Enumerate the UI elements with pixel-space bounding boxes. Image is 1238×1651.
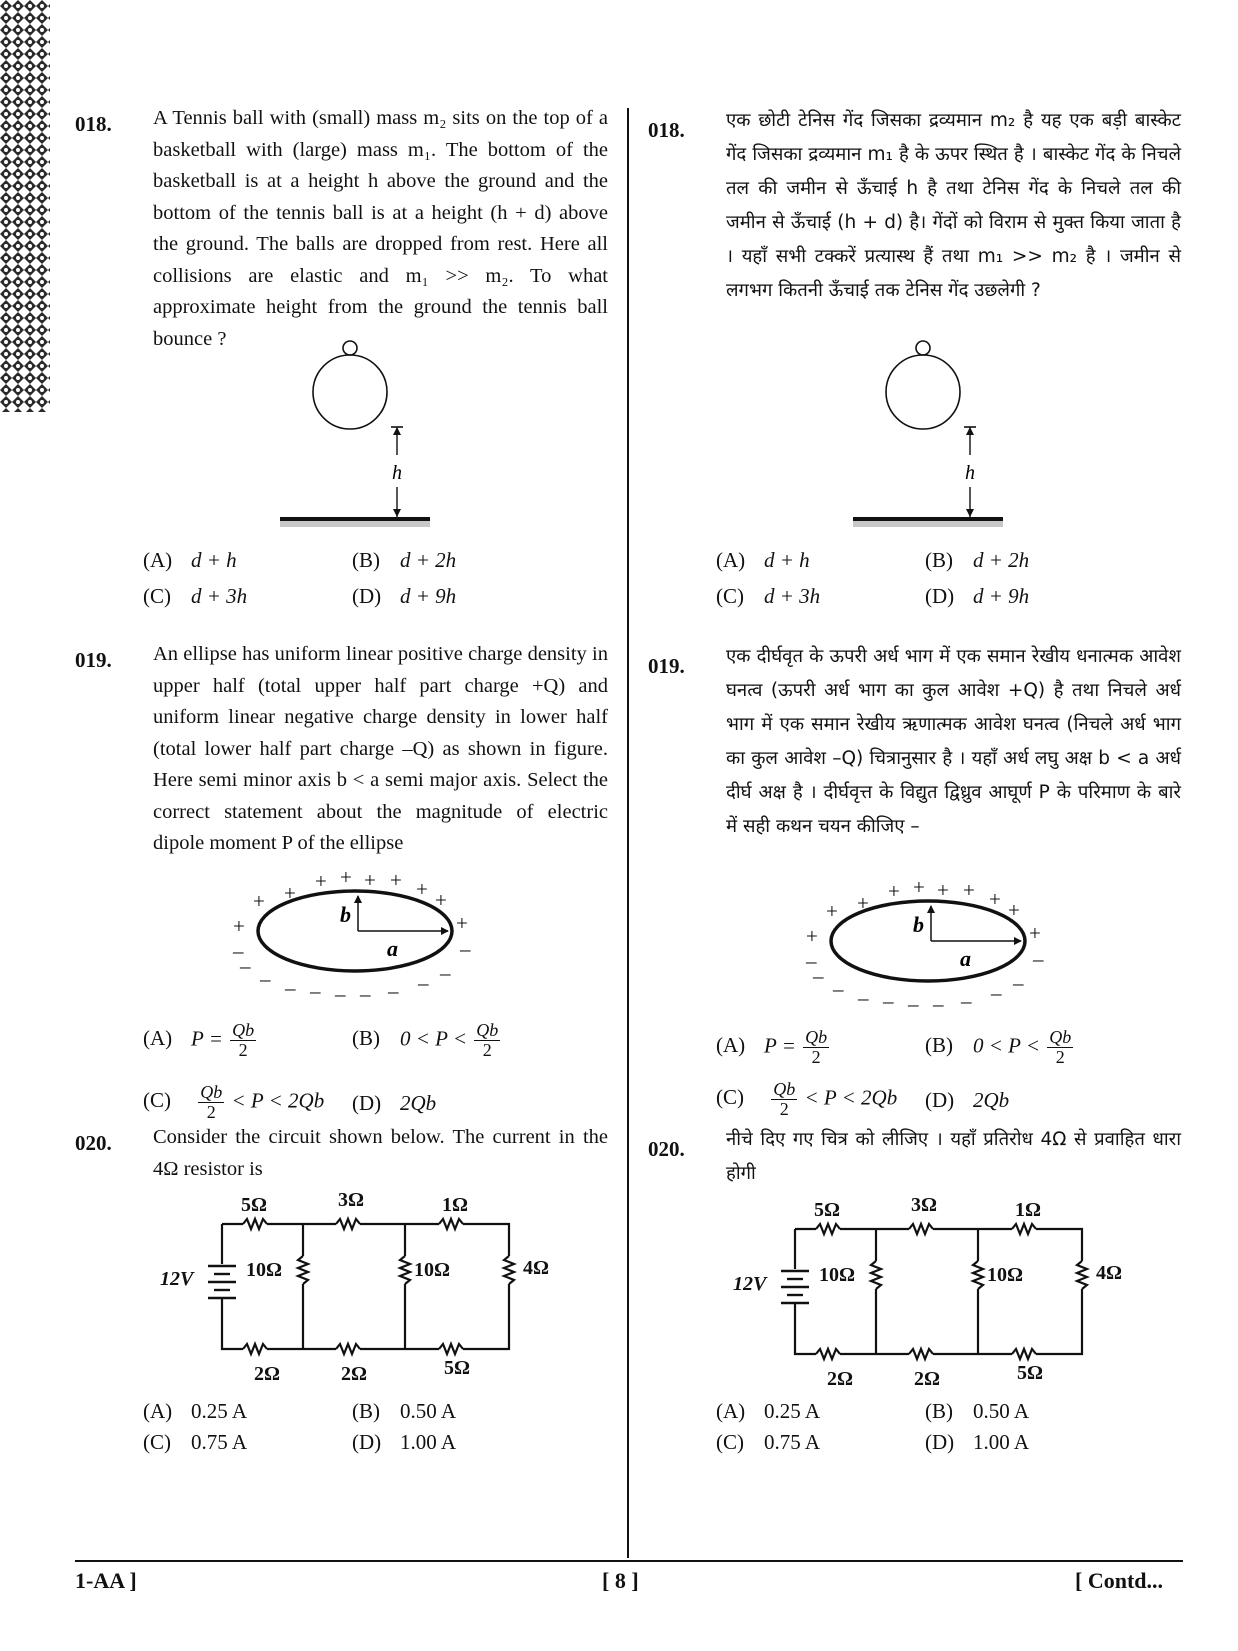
svg-text:+: + <box>806 924 818 948</box>
svg-text:–: – <box>933 992 944 1008</box>
svg-text:+: + <box>826 899 838 923</box>
svg-text:+: + <box>284 881 296 905</box>
question-number: 020. <box>648 1137 685 1161</box>
balls-drop-figure <box>848 337 1018 527</box>
question-text: नीचे दिए गए चित्र को लीजिए । यहाँ प्रतिरोध 4Ω से प्रवाहित धारा होगी <box>726 1129 1181 1184</box>
svg-text:+: + <box>315 869 327 893</box>
svg-text:3Ω: 3Ω <box>338 1189 365 1211</box>
option-a[interactable]: (A) P = $\frac{Qb}{2}$ <box>143 1020 255 1060</box>
svg-text:–: – <box>285 976 296 998</box>
svg-text:10Ω: 10Ω <box>246 1259 283 1281</box>
page-number: [ 8 ] <box>602 1568 639 1593</box>
svg-text:+: + <box>937 878 949 902</box>
option-c[interactable]: (C) d + 3h <box>143 584 248 608</box>
svg-text:–: – <box>335 982 346 998</box>
svg-text:–: – <box>460 937 471 961</box>
option-c[interactable]: (C) d + 3h <box>716 584 821 608</box>
svg-text:+: + <box>390 868 402 892</box>
svg-text:2Ω: 2Ω <box>914 1368 941 1390</box>
question-text: एक छोटी टेनिस गेंद जिसका द्रव्यमान m₂ है यह एक बड़ी बास्केट गेंद जिसका द्रव्यमान m₁ है के ऊपर स्थित है । बास्केट गेंद के निचले तल की जमीन से ऊँचाई h है तथा टेनिस गेंद के निचले तल की जमीन से ऊँचाई (h + d) है। गेंदों को विराम से मुक्त किया जाता है । यहाँ सभी टक्करें प्रत्यास्थ हैं तथा m₁ >> m₂ है । जमीन से लगभग कितनी ऊँचाई तक टेनिस गेंद उछलेगी ? <box>726 110 1181 301</box>
svg-text:–: – <box>260 967 271 991</box>
svg-text:+: + <box>233 914 245 938</box>
svg-text:2Ω: 2Ω <box>827 1368 854 1390</box>
svg-text:2Ω: 2Ω <box>341 1363 368 1385</box>
svg-text:–: – <box>813 964 824 988</box>
balls-drop-figure <box>275 337 445 527</box>
svg-text:–: – <box>1013 971 1024 995</box>
svg-text:–: – <box>858 986 869 1008</box>
footer-rule <box>75 1560 1183 1562</box>
svg-text:+: + <box>857 891 869 915</box>
question-number: 018. <box>75 112 112 136</box>
svg-text:–: – <box>418 971 429 995</box>
charged-ellipse-figure <box>230 858 490 998</box>
svg-text:+: + <box>913 875 925 899</box>
svg-text:–: – <box>310 979 321 998</box>
question-number: 018. <box>648 118 685 142</box>
svg-text:1Ω: 1Ω <box>1015 1199 1042 1221</box>
svg-text:+: + <box>340 865 352 889</box>
svg-text:–: – <box>908 992 919 1008</box>
svg-text:–: – <box>233 939 244 963</box>
svg-text:2Ω: 2Ω <box>254 1363 281 1385</box>
option-c[interactable]: (C) 0.75 A <box>143 1430 248 1454</box>
svg-text:5Ω: 5Ω <box>241 1194 268 1216</box>
svg-text:–: – <box>883 989 894 1008</box>
svg-text:a: a <box>960 946 971 971</box>
option-a[interactable]: (A) d + h <box>143 548 237 572</box>
question-text: An ellipse has uniform linear positive charge density in upper half (total upper half part charge +Q) and uniform linear negative charge density in lower half (total lower half part charge –Q) as shown in figure. Here semi minor axis b < a semi major axis. Select the correct statement about the magnitude of electric dipole moment P of the ellipse <box>153 643 608 854</box>
svg-text:–: – <box>1033 947 1044 971</box>
option-a[interactable]: (A) d + h <box>716 548 810 572</box>
svg-text:+: + <box>364 868 376 892</box>
option-c[interactable]: (C) 0.75 A <box>716 1430 821 1454</box>
svg-text:–: – <box>388 979 399 998</box>
svg-text:+: + <box>456 911 468 935</box>
svg-text:10Ω: 10Ω <box>819 1264 856 1286</box>
question-number: 019. <box>648 654 685 678</box>
svg-text:+: + <box>435 888 447 912</box>
svg-text:+: + <box>416 877 428 901</box>
decorative-pattern-strip <box>0 0 50 412</box>
svg-text:10Ω: 10Ω <box>414 1259 451 1281</box>
svg-text:12V: 12V <box>160 1268 194 1290</box>
question-number: 019. <box>75 648 112 672</box>
charged-ellipse-figure <box>803 868 1063 1008</box>
svg-text:–: – <box>806 949 817 973</box>
svg-text:–: – <box>240 954 251 978</box>
svg-text:a: a <box>387 936 398 961</box>
svg-text:5Ω: 5Ω <box>444 1357 471 1379</box>
option-a[interactable]: (A) 0.25 A <box>143 1399 248 1423</box>
option-d[interactable]: (D) 2Qb <box>352 1091 437 1115</box>
svg-text:–: – <box>440 961 451 985</box>
option-c[interactable]: (C) $\frac{Qb}{2}$ < P < 2Qb <box>716 1079 898 1119</box>
question-text: एक दीर्घवृत के ऊपरी अर्ध भाग में एक समान रेखीय धनात्मक आवेश घनत्व (ऊपरी अर्ध भाग का कुल आवेश +Q) है तथा निचले अर्ध भाग में एक समान रेखीय ऋणात्मक आवेश घनत्व (निचले अर्ध भाग का कुल आवेश –Q) चित्रानुसार है । यहाँ अर्ध लघु अक्ष b < a अर्ध दीर्घ अक्ष है । दीर्घवृत्त के विद्युत द्विध्रुव आघूर्ण P के परिमाण के बारे में सही कथन चयन कीजिए – <box>726 646 1181 837</box>
svg-text:4Ω: 4Ω <box>523 1257 550 1279</box>
svg-text:–: – <box>961 989 972 1008</box>
svg-text:1Ω: 1Ω <box>442 1194 469 1216</box>
option-b[interactable]: (B) 0 < P < $\frac{Qb}{2}$ <box>352 1020 499 1060</box>
svg-text:b: b <box>913 912 924 937</box>
svg-text:5Ω: 5Ω <box>814 1199 841 1221</box>
option-a[interactable]: (A) P = $\frac{Qb}{2}$ <box>716 1027 828 1067</box>
option-b[interactable]: (B) 0.50 A <box>925 1399 1030 1423</box>
column-divider <box>627 108 629 1558</box>
circuit-diagram <box>155 1184 575 1394</box>
option-b[interactable]: (B) d + 2h <box>352 548 457 572</box>
question-number: 020. <box>75 1131 112 1155</box>
option-b[interactable]: (B) 0.50 A <box>352 1399 457 1423</box>
option-a[interactable]: (A) 0.25 A <box>716 1399 821 1423</box>
continued-note: [ Contd... <box>1075 1568 1164 1593</box>
option-b[interactable]: (B) 0 < P < $\frac{Qb}{2}$ <box>925 1027 1072 1067</box>
option-d[interactable]: (D) d + 9h <box>925 584 1030 608</box>
option-d[interactable]: (D) 1.00 A <box>352 1430 457 1454</box>
svg-text:–: – <box>360 982 371 998</box>
option-c[interactable]: (C) $\frac{Qb}{2}$ < P < 2Qb <box>143 1082 325 1122</box>
option-b[interactable]: (B) d + 2h <box>925 548 1030 572</box>
height-label: h <box>392 462 402 484</box>
question-text: A Tennis ball with (small) mass m₂ sits on the top of a basketball with (large) mass m₁. The bottom of the basketball is at a height h above the ground and the bottom of the tennis ball is at a height (h + d) above the ground. The balls are dropped from rest. Here all collisions are elastic and m₁ >> m₂. To what approximate height from the ground the tennis ball bounce ? <box>153 107 608 350</box>
footer-code: 1-AA ] <box>75 1568 137 1593</box>
svg-text:–: – <box>833 977 844 1001</box>
svg-text:+: + <box>1008 898 1020 922</box>
svg-text:+: + <box>963 878 975 902</box>
svg-text:+: + <box>989 887 1001 911</box>
height-label: h <box>965 462 975 484</box>
svg-text:–: – <box>991 981 1002 1005</box>
svg-text:+: + <box>1029 921 1041 945</box>
svg-text:b: b <box>340 902 351 927</box>
svg-text:+: + <box>888 879 900 903</box>
option-d[interactable]: (D) d + 9h <box>352 584 457 608</box>
svg-text:+: + <box>253 889 265 913</box>
option-d[interactable]: (D) 1.00 A <box>925 1430 1030 1454</box>
svg-text:12V: 12V <box>733 1273 767 1295</box>
svg-text:10Ω: 10Ω <box>987 1264 1024 1286</box>
svg-text:5Ω: 5Ω <box>1017 1362 1044 1384</box>
option-d[interactable]: (D) 2Qb <box>925 1088 1010 1112</box>
question-text: Consider the circuit shown below. The current in the 4Ω resistor is <box>153 1126 608 1180</box>
svg-text:3Ω: 3Ω <box>911 1194 938 1216</box>
svg-text:4Ω: 4Ω <box>1096 1262 1123 1284</box>
circuit-diagram <box>728 1189 1148 1399</box>
